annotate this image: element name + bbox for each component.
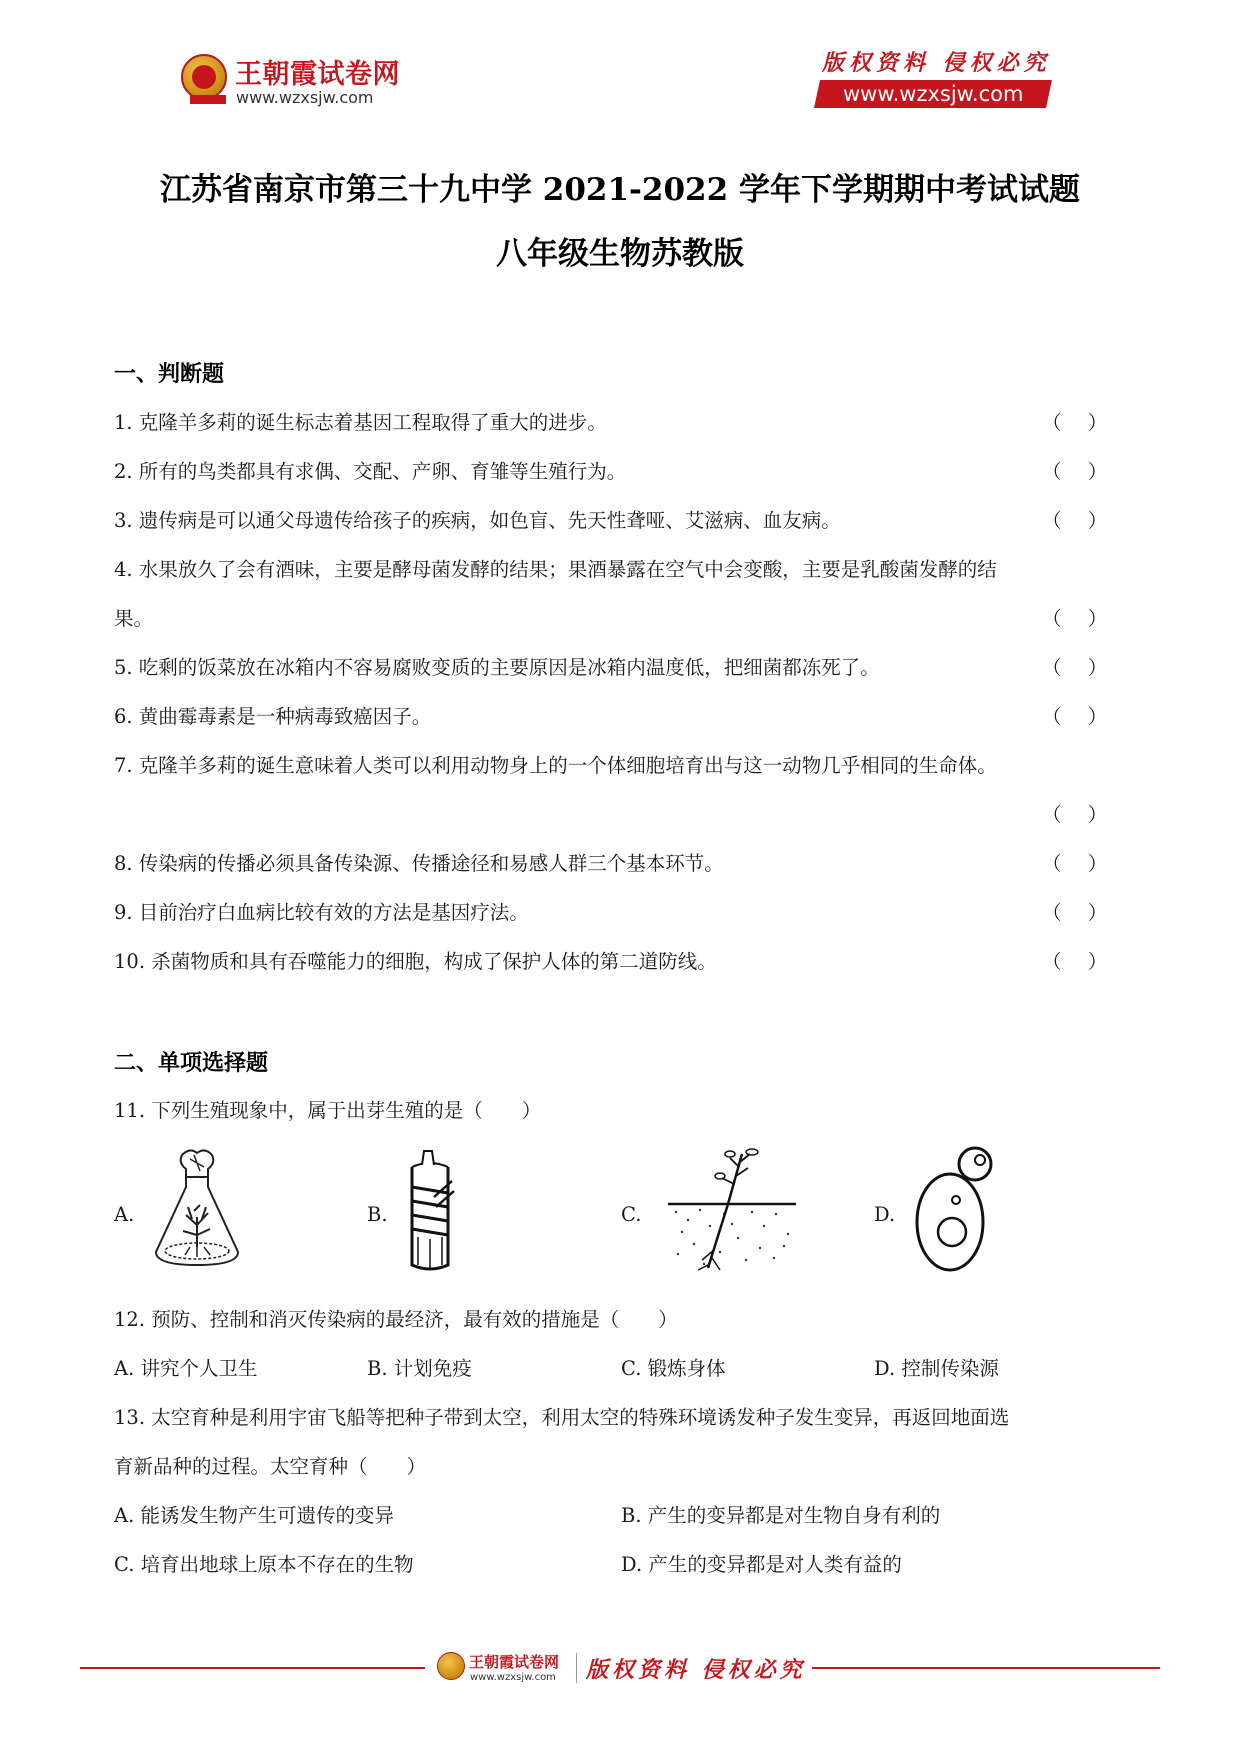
q11-option-d[interactable]: D. [874, 1203, 896, 1226]
question-6: 6. 黄曲霉毒素是一种病毒致癌因子。 [114, 705, 432, 728]
footer-logo-url[interactable]: www.wzxsjw.com [470, 1672, 556, 1683]
answer-blank-5[interactable]: （ ） [1042, 656, 1108, 679]
q12-option-d[interactable]: D. 控制传染源 [874, 1357, 999, 1380]
page-title: 江苏省南京市第三十九中学 2021-2022 学年下学期期中考试试题 [159, 172, 1080, 208]
answer-blank-1[interactable]: （ ） [1042, 411, 1108, 434]
answer-blank-6[interactable]: （ ） [1042, 705, 1108, 728]
question-3: 3. 遗传病是可以通父母遗传给孩子的疾病，如色盲、先天性聋哑、艾滋病、血友病。 [114, 509, 841, 532]
q11-option-b[interactable]: B. [367, 1203, 388, 1226]
copyright-notice: 版权资料 侵权必究 [822, 50, 1051, 76]
question-13: 13. 太空育种是利用宇宙飞船等把种子带到太空，利用太空的特殊环境诱发种子发生变异，再返回地面选 [114, 1406, 1010, 1429]
answer-blank-10[interactable]: （ ） [1042, 950, 1108, 973]
q13-option-b[interactable]: B. 产生的变异都是对生物自身有利的 [621, 1504, 941, 1527]
question-7: 7. 克隆羊多莉的诞生意味着人类可以利用动物身上的一个体细胞培育出与这一动物几乎相同的生命体。 [114, 754, 997, 777]
answer-blank-4[interactable]: （ ） [1042, 607, 1108, 630]
question-10: 10. 杀菌物质和具有吞噬能力的细胞，构成了保护人体的第二道防线。 [114, 950, 717, 973]
question-12: 12. 预防、控制和消灭传染病的最经济，最有效的措施是（ ） [114, 1308, 678, 1331]
question-13-cont: 育新品种的过程。太空育种（ ） [114, 1455, 427, 1478]
q13-option-d[interactable]: D. 产生的变异都是对人类有益的 [621, 1553, 902, 1576]
q13-option-a[interactable]: A. 能诱发生物产生可遗传的变异 [114, 1504, 394, 1527]
logo-ribbon-icon [190, 95, 226, 104]
copyright-url-banner[interactable] [814, 80, 1052, 108]
footer-logo-icon [437, 1652, 465, 1680]
yeast-budding-icon [908, 1142, 1003, 1277]
cutting-seedling-icon [664, 1140, 799, 1280]
q13-option-c[interactable]: C. 培育出地球上原本不存在的生物 [114, 1553, 414, 1576]
logo-url[interactable]: www.wzxsjw.com [236, 88, 374, 107]
answer-blank-2[interactable]: （ ） [1042, 460, 1108, 483]
q12-option-c[interactable]: C. 锻炼身体 [621, 1357, 726, 1380]
footer-divider-left [80, 1667, 425, 1669]
q11-option-a[interactable]: A. [114, 1203, 135, 1226]
answer-blank-8[interactable]: （ ） [1042, 852, 1108, 875]
tissue-culture-flask-icon [150, 1147, 245, 1272]
q11-option-c[interactable]: C. [621, 1203, 642, 1226]
logo-name: 王朝霞试卷网 [235, 59, 400, 90]
copyright-url: www.wzxsjw.com [842, 82, 1024, 106]
section-heading-single-choice: 二、单项选择题 [114, 1050, 269, 1076]
page-subtitle: 八年级生物苏教版 [496, 236, 744, 272]
answer-blank-9[interactable]: （ ） [1042, 901, 1108, 924]
question-8: 8. 传染病的传播必须具备传染源、传播途径和易感人群三个基本环节。 [114, 852, 724, 875]
answer-blank-7[interactable]: （ ） [1042, 803, 1108, 826]
footer-copyright-notice: 版权资料 侵权必究 [586, 1657, 806, 1683]
question-11: 11. 下列生殖现象中，属于出芽生殖的是（ ） [114, 1099, 542, 1122]
question-4-cont: 果。 [114, 607, 154, 630]
footer-separator [576, 1653, 577, 1683]
question-5: 5. 吃剩的饭菜放在冰箱内不容易腐败变质的主要原因是冰箱内温度低，把细菌都冻死了。 [114, 656, 880, 679]
footer-logo-name: 王朝霞试卷网 [469, 1653, 560, 1671]
question-4: 4. 水果放久了会有酒味，主要是酵母菌发酵的结果；果酒暴露在空气中会变酸，主要是乳酸菌发酵的结 [114, 558, 997, 581]
question-1: 1. 克隆羊多莉的诞生标志着基因工程取得了重大的进步。 [114, 411, 607, 434]
q12-option-a[interactable]: A. 讲究个人卫生 [114, 1357, 258, 1380]
q12-option-b[interactable]: B. 计划免疫 [367, 1357, 472, 1380]
question-9: 9. 目前治疗白血病比较有效的方法是基因疗法。 [114, 901, 529, 924]
question-2: 2. 所有的鸟类都具有求偶、交配、产卵、育雏等生殖行为。 [114, 460, 627, 483]
footer-divider-right [812, 1667, 1160, 1669]
answer-blank-3[interactable]: （ ） [1042, 509, 1108, 532]
logo-badge-icon [181, 54, 227, 100]
grafting-stem-icon [398, 1147, 463, 1275]
section-heading-judgement: 一、判断题 [114, 361, 225, 387]
